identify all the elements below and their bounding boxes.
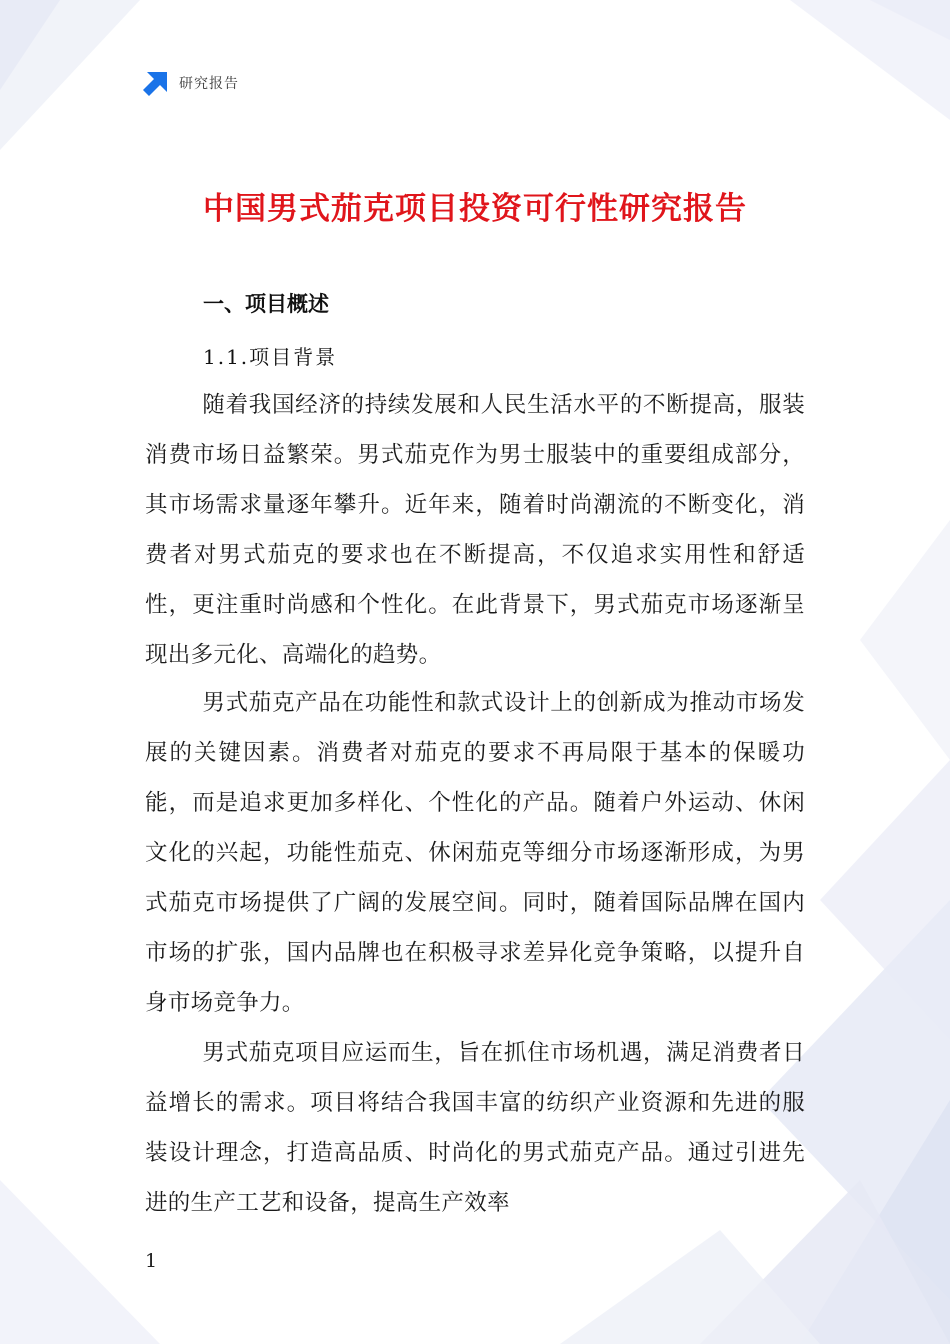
section-heading: 一、项目概述 — [203, 292, 329, 316]
arrow-up-right-icon — [143, 70, 169, 96]
paragraph: 男式茄克项目应运而生，旨在抓住市场机遇，满足消费者日益增长的需求。项目将结合我国丰富的纺织产业资源和先进的服装设计理念，打造高品质、时尚化的男式茄克产品。通过引进先进的生产工艺和设备，提高生产效率 — [145, 1040, 805, 1216]
page-number: 1 — [145, 1250, 158, 1272]
report-header — [143, 70, 239, 96]
paragraph: 男式茄克产品在功能性和款式设计上的创新成为推动市场发展的关键因素。消费者对茄克的要求不再局限于基本的保暖功能，而是追求更加多样化、个性化的产品。随着户外运动、休闲文化的兴起，功能性茄克、休闲茄克等细分市场逐渐形成，为男式茄克市场提供了广阔的发展空间。同时，随着国际品牌在国内市场的扩张，国内品牌也在积极寻求差异化竞争策略，以提升自身市场竞争力。 — [145, 690, 805, 1016]
header-label: 研究报告 — [179, 76, 239, 92]
subsection-heading: 1.1.项目背景 — [203, 345, 338, 369]
document-title: 中国男式茄克项目投资可行性研究报告 — [203, 191, 747, 227]
paragraph: 随着我国经济的持续发展和人民生活水平的不断提高，服装消费市场日益繁荣。男式茄克作为男士服装中的重要组成部分，其市场需求量逐年攀升。近年来，随着时尚潮流的不断变化，消费者对男式茄克的要求也在不断提高，不仅追求实用性和舒适性，更注重时尚感和个性化。在此背景下，男式茄克市场逐渐呈现出多元化、高端化的趋势。 — [145, 392, 805, 668]
